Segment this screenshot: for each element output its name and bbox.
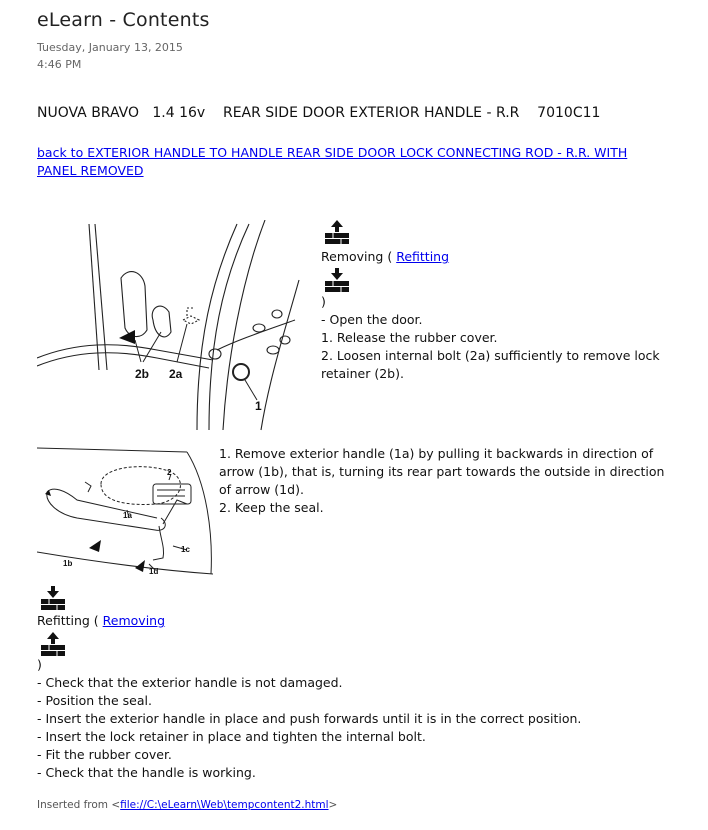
figure-label-1d: 1d xyxy=(149,567,159,576)
remove-arrow-up-icon xyxy=(323,219,351,245)
step-line: 1. Remove exterior handle (1a) by pulling it backwards in direction of xyxy=(219,446,654,461)
figure-label-2b: 2b xyxy=(135,367,150,381)
door-lock-figure xyxy=(37,220,305,432)
step-line: - Insert the lock retainer in place and tighten the internal bolt. xyxy=(37,729,426,744)
step-line: 2. Keep the seal. xyxy=(219,500,324,515)
removing-link[interactable]: Removing xyxy=(102,613,166,628)
step-line: - Insert the exterior handle in place and push forwards until it is in the correct position. xyxy=(37,711,582,726)
close-paren: ) xyxy=(321,294,326,309)
figure-label-2: 2 xyxy=(167,468,172,477)
inserted-from-footer: Inserted from <file://C:\eLearn\Web\tempcontent2.html> xyxy=(37,799,338,811)
refit-arrow-down-icon xyxy=(39,585,67,611)
step-line: retainer (2b). xyxy=(321,366,404,381)
figure-label-2a: 2a xyxy=(169,367,183,381)
back-link[interactable]: back to EXTERIOR HANDLE TO HANDLE REAR SIDE DOOR LOCK CONNECTING ROD - R.R. WITH PANEL REMOVED xyxy=(37,145,628,178)
date-text: Tuesday, January 13, 2015 xyxy=(37,41,183,54)
step-line: - Fit the rubber cover. xyxy=(37,747,172,762)
step-line: - Check that the exterior handle is not damaged. xyxy=(37,675,343,690)
refitting-label: Refitting ( Removing xyxy=(37,613,166,628)
figure-label-1c: 1c xyxy=(181,545,190,554)
figure-label-1: 1 xyxy=(255,399,262,413)
time-text: 4:46 PM xyxy=(37,58,82,71)
figure-label-1a: 1a xyxy=(123,511,132,520)
page-title: eLearn - Contents xyxy=(37,9,210,31)
step-line: arrow (1b), that is, turning its rear part towards the outside in direction xyxy=(219,464,665,479)
step-line: 1. Release the rubber cover. xyxy=(321,330,498,345)
source-file-link[interactable]: file://C:\eLearn\Web\tempcontent2.html xyxy=(120,799,329,811)
step-line: - Check that the handle is working. xyxy=(37,765,256,780)
close-paren: ) xyxy=(37,657,42,672)
remove-arrow-up-icon xyxy=(39,631,67,657)
step-line: of arrow (1d). xyxy=(219,482,304,497)
removing-label: Removing ( Refitting xyxy=(321,249,450,264)
document-heading: NUOVA BRAVO 1.4 16v REAR SIDE DOOR EXTERIOR HANDLE - R.R 7010C11 xyxy=(37,105,601,121)
step-line: - Open the door. xyxy=(321,312,423,327)
exterior-handle-figure xyxy=(37,444,213,580)
step-line: 2. Loosen internal bolt (2a) sufficiently to remove lock xyxy=(321,348,660,363)
figure-label-1b: 1b xyxy=(63,559,73,568)
refit-arrow-down-icon xyxy=(323,267,351,293)
step-line: - Position the seal. xyxy=(37,693,152,708)
refitting-link[interactable]: Refitting xyxy=(396,249,450,264)
